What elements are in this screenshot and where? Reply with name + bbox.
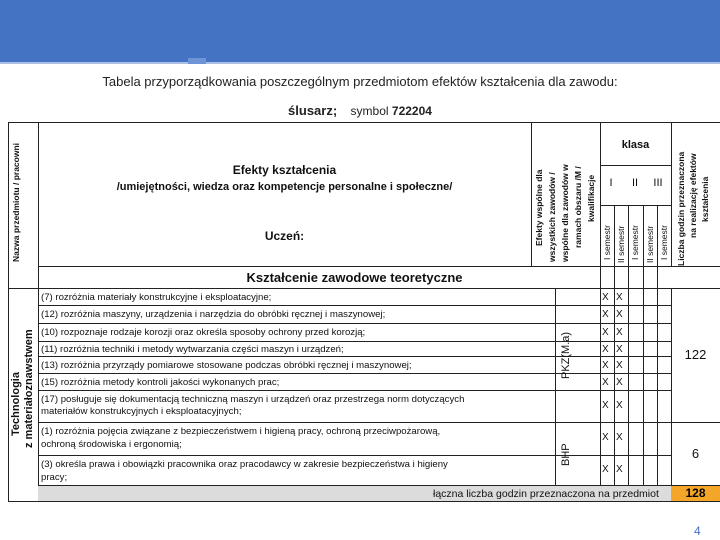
banner-accent	[188, 58, 206, 64]
common-effects-line: wszystkich zawodów /	[547, 172, 557, 262]
common-effects-line: Efekty wspólne dla	[534, 169, 544, 246]
table-line	[614, 205, 615, 485]
class-number-3: III	[653, 177, 663, 189]
mark-x: X	[602, 400, 609, 411]
common-effects-line: ramach obszaru /M /	[573, 166, 583, 248]
table-line	[671, 122, 672, 266]
table-line	[628, 205, 629, 485]
table-line	[38, 305, 671, 306]
effect-row: (7) rozróżnia materiały konstrukcyjne i eksploatacyjne;	[41, 292, 272, 303]
mark-x: X	[616, 464, 623, 475]
hours-header-line: kształcenia	[700, 176, 710, 222]
mark-x: X	[602, 292, 609, 303]
class-header: klasa	[621, 139, 650, 151]
hours-value-bhp: 6	[691, 446, 700, 461]
table-line	[600, 122, 601, 485]
mark-x: X	[616, 432, 623, 443]
table-line	[643, 205, 644, 485]
total-hours: 128	[671, 486, 720, 501]
effect-row: (10) rozpoznaje rodzaje korozji oraz określa sposoby ochrony przed korozją;	[41, 327, 366, 338]
group-label-bhp: BHP	[560, 443, 572, 466]
effect-row: pracy;	[41, 472, 68, 483]
subject-name-line: z materiałoznawstwem	[23, 329, 35, 448]
effect-row: (12) rozróżnia maszyny, urządzenia i narzędzia do obróbki ręcznej i maszynowej;	[41, 309, 386, 320]
mark-x: X	[602, 377, 609, 388]
table-line	[38, 356, 671, 357]
mark-x: X	[602, 327, 609, 338]
semester-label: II semestr	[616, 225, 626, 263]
table-line	[38, 266, 720, 267]
class-number-1: I	[609, 177, 613, 189]
symbol-code: 722204	[391, 104, 432, 118]
mark-x: X	[616, 327, 623, 338]
effect-row: materiałów konstrukcyjnych i eksploatacyjnych;	[41, 406, 242, 417]
class-number-2: II	[631, 177, 639, 189]
table-line	[38, 455, 671, 456]
subject-col-header: Nazwa przedmiotu / pracowni	[11, 142, 21, 262]
group-label-pkz: PKZ(M.a)	[560, 331, 572, 379]
table-line	[38, 390, 671, 391]
effect-row: (3) określa prawa i obowiązki pracownika oraz pracodawcy w zakresie bezpieczeństwa i higieny	[41, 459, 448, 470]
semester-label: II semestr	[645, 225, 655, 263]
table-line	[38, 323, 671, 324]
mark-x: X	[616, 309, 623, 320]
mark-x: X	[602, 309, 609, 320]
table-line	[38, 422, 720, 423]
mark-x: X	[602, 432, 609, 443]
table-line	[38, 341, 671, 342]
effect-row: ochroną środowiska i ergonomią;	[41, 439, 182, 450]
slide-header-banner	[0, 0, 720, 64]
page-number: 4	[694, 524, 701, 538]
common-effects-line: kwalifikacje	[586, 174, 596, 222]
effect-row: (11) rozróżnia techniki i metody wytwarzania części maszyn i urządzeń;	[41, 344, 344, 355]
mark-x: X	[616, 292, 623, 303]
effects-subheader: /umiejętności, wiedza oraz kompetencje personalne i społeczne/	[116, 181, 453, 193]
mark-x: X	[602, 464, 609, 475]
section-title: Kształcenie zawodowe teoretyczne	[246, 270, 463, 285]
symbol-label: symbol	[350, 104, 389, 118]
table-line	[531, 122, 532, 266]
footer-label: łączna liczba godzin przeznaczona na przedmiot	[433, 488, 659, 500]
effect-row: (13) rozróżnia przyrządy pomiarowe stosowane podczas obróbki ręcznej i maszynowej;	[41, 360, 412, 371]
effect-row: (15) rozróżnia metody kontroli jakości wykonanych prac;	[41, 377, 280, 388]
mark-x: X	[616, 377, 623, 388]
mark-x: X	[602, 360, 609, 371]
effect-row: (1) rozróżnia pojęcia związane z bezpieczeństwem i higieną pracy, ochroną przeciwpożarową,	[41, 426, 441, 437]
mark-x: X	[602, 344, 609, 355]
profession-name: ślusarz;	[288, 103, 338, 118]
hours-value-pkz: 122	[684, 347, 707, 362]
hours-header-line: na realizację efektów	[688, 153, 698, 238]
common-effects-line: wspólne dla zawodów w	[560, 164, 570, 262]
table-line	[38, 122, 39, 502]
effect-row: (17) posługuje się dokumentacją techniczną maszyn i urządzeń oraz przestrzega norm dotyczących	[41, 394, 465, 405]
document-title: Tabela przyporządkowania poszczególnym przedmiotom efektów kształcenia dla zawodu:	[102, 74, 618, 89]
mark-x: X	[616, 344, 623, 355]
table-line	[8, 288, 720, 289]
profession-line	[0, 103, 720, 118]
mark-x: X	[616, 360, 623, 371]
effects-header: Efekty kształcenia	[232, 163, 337, 177]
table-line	[38, 373, 671, 374]
table-line	[600, 165, 671, 166]
semester-label: I semestr	[630, 225, 640, 260]
semester-label: I semestr	[659, 225, 669, 260]
semester-label: I semestr	[602, 225, 612, 260]
table-line	[600, 205, 671, 206]
student-label: Uczeń:	[264, 229, 305, 243]
table-line	[657, 205, 658, 485]
mark-x: X	[616, 400, 623, 411]
hours-header-line: Liczba godzin przeznaczona	[676, 151, 686, 266]
subject-name-line: Technologia	[10, 372, 22, 436]
